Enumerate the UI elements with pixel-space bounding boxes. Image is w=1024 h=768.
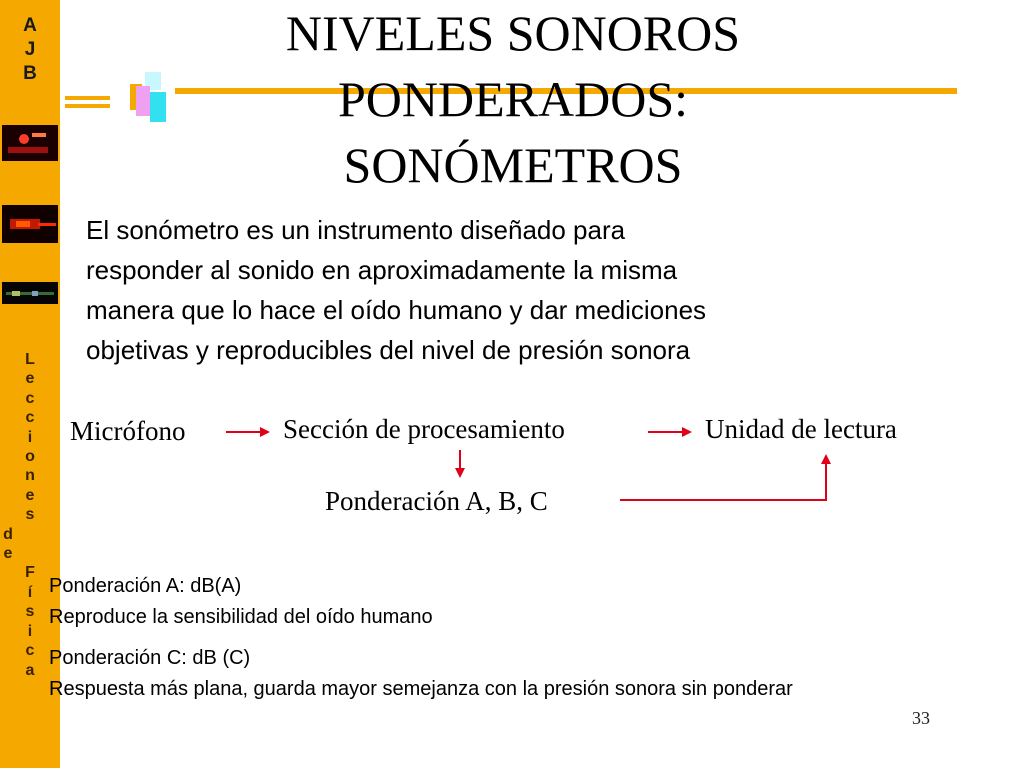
- series-letter: a: [25, 661, 35, 679]
- series-letter: s: [25, 506, 35, 524]
- page-number: 33: [912, 708, 930, 728]
- arrow-weighting-to-readout: [620, 454, 831, 500]
- note-c-description: Respuesta más plana, guarda mayor semejanza con la presión sonora sin ponderar: [49, 678, 793, 700]
- weighting-label: Ponderación A, B, C: [325, 486, 548, 516]
- series-letter: n: [25, 467, 35, 485]
- series-letter: F: [25, 564, 35, 582]
- series-letter: e: [25, 486, 35, 504]
- series-letter: c: [25, 409, 35, 427]
- series-letter: í: [27, 583, 33, 601]
- title-line: NIVELES SONOROS: [285, 5, 741, 61]
- title-line: PONDERADOS:: [337, 71, 689, 127]
- note-c-title: Ponderación C: dB (C): [49, 647, 251, 669]
- series-letter: d: [3, 525, 13, 543]
- series-letter: e: [3, 545, 13, 563]
- arrow-processing-to-readout: [648, 427, 692, 437]
- series-letter: e: [25, 370, 35, 388]
- title-line: SONÓMETROS: [343, 137, 683, 193]
- processing-label: Sección de procesamiento: [283, 414, 565, 444]
- readout-label: Unidad de lectura: [705, 414, 897, 444]
- series-letter: i: [27, 428, 33, 446]
- paragraph-line: objetivas y reproducibles del nivel de presión sonora: [86, 335, 691, 365]
- paragraph-line: manera que lo hace el oído humano y dar mediciones: [86, 295, 707, 325]
- initial-letter: B: [23, 63, 37, 84]
- initial-letter: J: [24, 39, 36, 60]
- series-letter: c: [25, 389, 35, 407]
- note-a-description: Reproduce la sensibilidad del oído humano: [49, 606, 433, 628]
- arrow-processing-to-weighting: [455, 450, 465, 478]
- microphone-label: Micrófono: [70, 416, 186, 446]
- arrow-mic-to-processing: [226, 427, 270, 437]
- series-letter: o: [25, 448, 35, 466]
- series-letter: s: [25, 603, 35, 621]
- initial-letter: A: [23, 15, 37, 36]
- series-letter: c: [25, 642, 35, 660]
- paragraph-line: responder al sonido en aproximadamente la misma: [86, 255, 678, 285]
- series-letter: i: [27, 622, 33, 640]
- paragraph-line: El sonómetro es un instrumento diseñado para: [86, 215, 626, 245]
- series-letter: L: [25, 351, 35, 368]
- note-a-title: Ponderación A: dB(A): [49, 575, 242, 597]
